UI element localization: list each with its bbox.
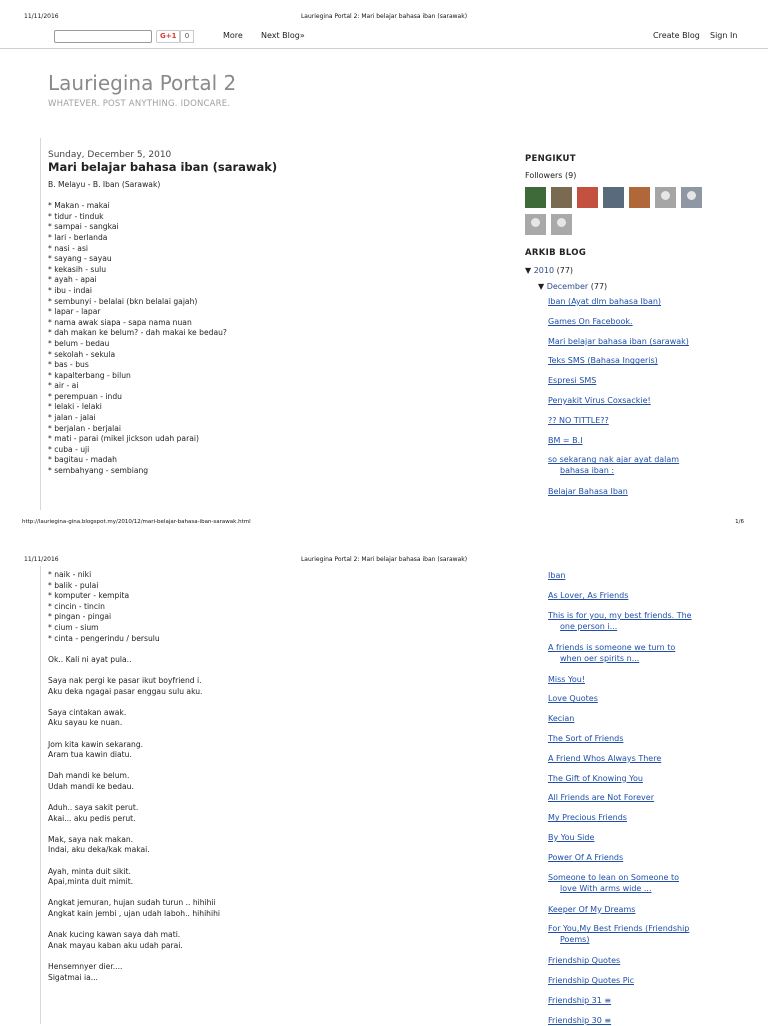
archive-post-link-text[interactable]: Friendship 31 ≡: [548, 996, 612, 1005]
blog-description: WHATEVER. POST ANYTHING. IDONCARE.: [48, 99, 231, 109]
print-date: 11/11/2016: [24, 13, 59, 20]
person-silhouette-icon: [687, 191, 696, 200]
archive-post-link-text[interactable]: The Gift of Knowing You: [548, 773, 643, 783]
post-line: * nama awak siapa - sapa nama nuan: [48, 317, 192, 327]
print-footer: [0, 519, 768, 529]
avatar[interactable]: [525, 187, 546, 208]
person-silhouette-icon: [531, 218, 540, 227]
archive-post-link-text[interactable]: Teks SMS (Bahasa Inggeris): [548, 356, 658, 366]
archive-post-link[interactable]: [548, 733, 718, 744]
post-line: Aku deka ngagai pasar enggau sulu aku.: [48, 686, 203, 696]
archive-post-link[interactable]: [548, 395, 718, 406]
post-line: * berjalan - berjalai: [48, 423, 121, 433]
print-header-page2: [0, 556, 768, 568]
post-line: Angkat jemuran, hujan sudah turun .. hihihii: [48, 898, 216, 908]
post-body-page1: [48, 180, 227, 477]
archive-post-link[interactable]: [548, 832, 718, 843]
archive-post-link-text[interactable]: A Friend Whos Always There: [548, 753, 662, 763]
archive-month-count: (77): [590, 282, 608, 291]
content-border-page2: [40, 566, 41, 1024]
print-title: Lauriegina Portal 2: Mari belajar bahasa iban (sarawak): [300, 556, 468, 563]
gplus-button[interactable]: G+1: [156, 30, 180, 43]
post-line: * kapalterbang - bilun: [48, 370, 131, 380]
archive-post-link-text[interactable]: Penyakit Virus Coxsackie!: [548, 396, 651, 405]
post-line: * sampai - sangkai: [48, 222, 119, 232]
post-line: [48, 792, 220, 803]
archive-post-link[interactable]: [548, 375, 718, 386]
archive-post-link-text-cont[interactable]: Poems): [560, 935, 590, 945]
collapse-arrow-icon[interactable]: ▼: [538, 282, 545, 291]
person-silhouette-icon: [557, 218, 566, 227]
archive-post-link-text[interactable]: For You,My Best Friends (Friendship: [548, 924, 690, 934]
archive-post-link[interactable]: [548, 316, 718, 327]
post-line: Hensemnyer dier....: [48, 961, 123, 971]
post-line: Indai, aku deka/kak makai.: [48, 845, 150, 855]
avatar[interactable]: [681, 187, 702, 208]
more-link[interactable]: More: [223, 31, 243, 40]
post-line: * naik - niki: [48, 570, 92, 579]
post-line: * air - ai: [48, 381, 79, 391]
post-line: * sembahyang - sembiang: [48, 466, 149, 476]
archive-post-link[interactable]: [548, 296, 718, 307]
content-border: [40, 138, 41, 510]
post-line: * lelaki - lelaki: [48, 402, 102, 412]
archive-post-link[interactable]: [548, 955, 718, 966]
post-line: * lari - berlanda: [48, 232, 108, 242]
avatar[interactable]: [551, 187, 572, 208]
archive-post-link-text[interactable]: Espresi SMS: [548, 376, 597, 386]
post-line: [48, 920, 220, 931]
archive-post-link-text-cont[interactable]: one person i...: [560, 621, 618, 631]
post-line: Ok.. Kali ni ayat pula..: [48, 654, 132, 664]
archive-post-link-text[interactable]: My Precious Friends: [548, 813, 627, 823]
post-line: [48, 191, 227, 202]
archive-heading: ARKIB BLOG: [525, 248, 587, 258]
collapse-arrow-icon[interactable]: ▼: [525, 266, 532, 275]
next-blog-link[interactable]: Next Blog»: [261, 31, 305, 40]
avatar[interactable]: [525, 214, 546, 235]
post-line: * sembunyi - belalai (bkn belalai gajah): [48, 296, 198, 306]
post-line: * dah makan ke belum? - dah makai ke bedau?: [48, 328, 227, 338]
archive-post-link-text[interactable]: Belajar Bahasa Iban: [548, 487, 628, 497]
avatar[interactable]: [577, 187, 598, 208]
archive-post-link[interactable]: [548, 812, 718, 823]
archive-post-link[interactable]: [548, 773, 718, 784]
followers-count: Followers (9): [525, 171, 577, 180]
archive-post-link-text[interactable]: Power Of A Friends: [548, 852, 624, 862]
archive-post-link[interactable]: [548, 995, 718, 1006]
archive-post-link[interactable]: [548, 1015, 718, 1026]
print-url: http://lauriegina-gina.blogspot.my/2010/12/mari-belajar-bahasa-iban-sarawak.html: [22, 519, 251, 525]
post-line: Udah mandi ke bedau.: [48, 781, 134, 791]
archive-post-link-text-cont[interactable]: love With arms wide ...: [560, 883, 652, 893]
archive-post-link-text[interactable]: Mari belajar bahasa iban (sarawak): [548, 336, 689, 346]
post-line: Aku sayau ke nuan.: [48, 718, 123, 728]
archive-post-link-text[interactable]: By You Side: [548, 833, 595, 842]
post-line: Anak kucing kawan saya dah mati.: [48, 930, 181, 940]
post-line: [48, 761, 220, 772]
archive-post-link-text[interactable]: A friends is someone we turn to: [548, 642, 676, 652]
archive-month-row[interactable]: [538, 282, 607, 291]
post-line: B. Melayu - B. Iban (Sarawak): [48, 180, 161, 189]
archive-post-link[interactable]: [548, 355, 718, 366]
post-line: * cuba - uji: [48, 444, 90, 454]
archive-post-link-text[interactable]: Games On Facebook.: [548, 316, 633, 326]
archive-post-link[interactable]: [548, 872, 718, 894]
post-line: * mati - parai (mikel jickson udah parai): [48, 434, 199, 444]
archive-post-link-text[interactable]: Friendship Quotes: [548, 956, 621, 966]
gplus-count: 0: [180, 30, 194, 43]
post-line: Saya nak pergi ke pasar ikut boyfriend i.: [48, 675, 202, 685]
post-line: [48, 665, 220, 676]
archive-post-link[interactable]: [548, 792, 718, 803]
avatar[interactable]: [551, 214, 572, 235]
archive-post-link[interactable]: [548, 435, 718, 446]
post-line: * sekolah - sekula: [48, 349, 116, 359]
post-line: * cincin - tincin: [48, 601, 105, 611]
archive-post-link-text[interactable]: All Friends are Not Forever: [548, 793, 655, 803]
person-silhouette-icon: [661, 191, 670, 200]
post-line: Aram tua kawin diatu.: [48, 750, 132, 760]
archive-year[interactable]: 2010: [533, 266, 555, 275]
post-line: * lapar - lapar: [48, 307, 101, 317]
post-line: Jom kita kawin sekarang.: [48, 739, 144, 749]
post-line: Angkat kain jembi , ujan udah laboh.. hihihihi: [48, 909, 221, 918]
post-line: * kekasih - sulu: [48, 264, 107, 274]
post-line: * komputer - kempita: [48, 591, 130, 601]
archive-post-link-text[interactable]: The Sort of Friends: [548, 734, 624, 743]
post-line: Sigatmai ia...: [48, 972, 98, 982]
archive-year-row[interactable]: [525, 266, 573, 275]
archive-post-link-text[interactable]: This is for you, my best friends. The: [548, 610, 692, 620]
avatar[interactable]: [655, 187, 676, 208]
archive-post-link[interactable]: [548, 415, 718, 426]
print-page-number: 1/6: [735, 519, 744, 525]
archive-post-link-text[interactable]: Iban: [548, 571, 566, 580]
avatar[interactable]: [603, 187, 624, 208]
archive-post-link[interactable]: [548, 590, 718, 601]
archive-post-link[interactable]: [548, 610, 718, 632]
archive-post-link[interactable]: [548, 753, 718, 764]
post-body-page2: [48, 570, 220, 983]
post-line: [48, 888, 220, 899]
post-line: Dah mandi ke belum.: [48, 771, 130, 781]
archive-post-link-text[interactable]: Miss You!: [548, 674, 585, 684]
archive-post-link-text[interactable]: As Lover, As Friends: [548, 590, 629, 600]
post-line: Ayah, minta duit sikit.: [48, 866, 131, 876]
archive-month[interactable]: December: [546, 282, 589, 291]
post-line: [48, 951, 220, 962]
post-line: * perempuan - indu: [48, 391, 122, 401]
post-line: [48, 697, 220, 708]
archive-year-count: (77): [556, 266, 574, 275]
archive-post-link-text[interactable]: Someone to lean on Someone to: [548, 872, 680, 882]
post-line: * Makan - makai: [48, 201, 110, 211]
post-line: * cinta - pengerindu / bersulu: [48, 633, 160, 643]
blog-title[interactable]: Lauriegina Portal 2: [48, 71, 237, 95]
archive-post-link[interactable]: [548, 486, 718, 497]
print-title: Lauriegina Portal 2: Mari belajar bahasa iban (sarawak): [300, 13, 468, 20]
archive-post-link[interactable]: [548, 975, 718, 986]
post-line: [48, 856, 220, 867]
archive-post-link[interactable]: [548, 642, 718, 664]
archive-post-link-text[interactable]: Kecian: [548, 714, 575, 724]
post-line: * sayang - sayau: [48, 254, 112, 264]
post-line: Anak mayau kaban aku udah parai.: [48, 940, 183, 950]
post-line: Aduh.. saya sakit perut.: [48, 803, 139, 813]
post-line: * cium - sium: [48, 622, 99, 632]
post-line: * belum - bedau: [48, 338, 110, 348]
post-line: * bagitau - madah: [48, 455, 117, 465]
archive-post-link[interactable]: [548, 674, 718, 685]
post-line: Saya cintakan awak.: [48, 707, 127, 717]
post-line: Akai... aku pedis perut.: [48, 813, 136, 823]
archive-post-link-text-cont[interactable]: when oer spirits n...: [560, 653, 640, 663]
post-line: * balik - pulai: [48, 580, 99, 590]
archive-post-link-text[interactable]: Friendship 30 ≡: [548, 1015, 612, 1025]
archive-post-link[interactable]: [548, 852, 718, 863]
post-line: Apai,minta duit mimit.: [48, 877, 134, 887]
post-line: * jalan - jalai: [48, 413, 96, 423]
archive-post-link[interactable]: [548, 713, 718, 724]
archive-post-link-text[interactable]: Iban (Ayat dlm bahasa Iban): [548, 297, 662, 306]
archive-post-link[interactable]: [548, 923, 718, 945]
archive-post-link[interactable]: [548, 570, 718, 581]
archive-post-link-text[interactable]: Friendship Quotes Pic: [548, 976, 634, 986]
post-line: * ibu - indai: [48, 285, 93, 295]
sign-in-link[interactable]: Sign In: [710, 31, 738, 40]
followers-heading: PENGIKUT: [525, 154, 576, 164]
archive-post-link-text[interactable]: Love Quotes: [548, 694, 598, 704]
post-title[interactable]: Mari belajar bahasa iban (sarawak): [48, 160, 278, 174]
blogger-navbar: [0, 24, 768, 49]
archive-post-link-text-cont[interactable]: bahasa iban :: [560, 466, 615, 476]
archive-post-link[interactable]: [548, 904, 718, 915]
archive-post-link[interactable]: [548, 336, 718, 347]
post-line: [48, 729, 220, 740]
post-line: * nasi - asi: [48, 243, 89, 253]
archive-post-link-text[interactable]: BM = B.I: [548, 435, 583, 445]
navbar-search-input[interactable]: [54, 30, 152, 43]
post-line: * pingan - pingai: [48, 612, 112, 622]
create-blog-link[interactable]: Create Blog: [653, 31, 700, 40]
archive-post-link[interactable]: [548, 693, 718, 704]
post-line: Mak, saya nak makan.: [48, 834, 134, 844]
archive-post-link-text[interactable]: so sekarang nak ajar ayat dalam: [548, 455, 680, 465]
post-line: * ayah - apai: [48, 275, 97, 285]
post-line: * tidur - tinduk: [48, 211, 104, 221]
post-line: [48, 824, 220, 835]
post-line: [48, 644, 220, 655]
avatar[interactable]: [629, 187, 650, 208]
archive-post-link-text[interactable]: Keeper Of My Dreams: [548, 904, 636, 914]
archive-post-link[interactable]: [548, 454, 718, 476]
post-date: Sunday, December 5, 2010: [48, 150, 172, 160]
print-date: 11/11/2016: [24, 556, 59, 563]
post-line: * bas - bus: [48, 360, 89, 370]
archive-post-link-text[interactable]: ?? NO TITTLE??: [548, 415, 609, 425]
